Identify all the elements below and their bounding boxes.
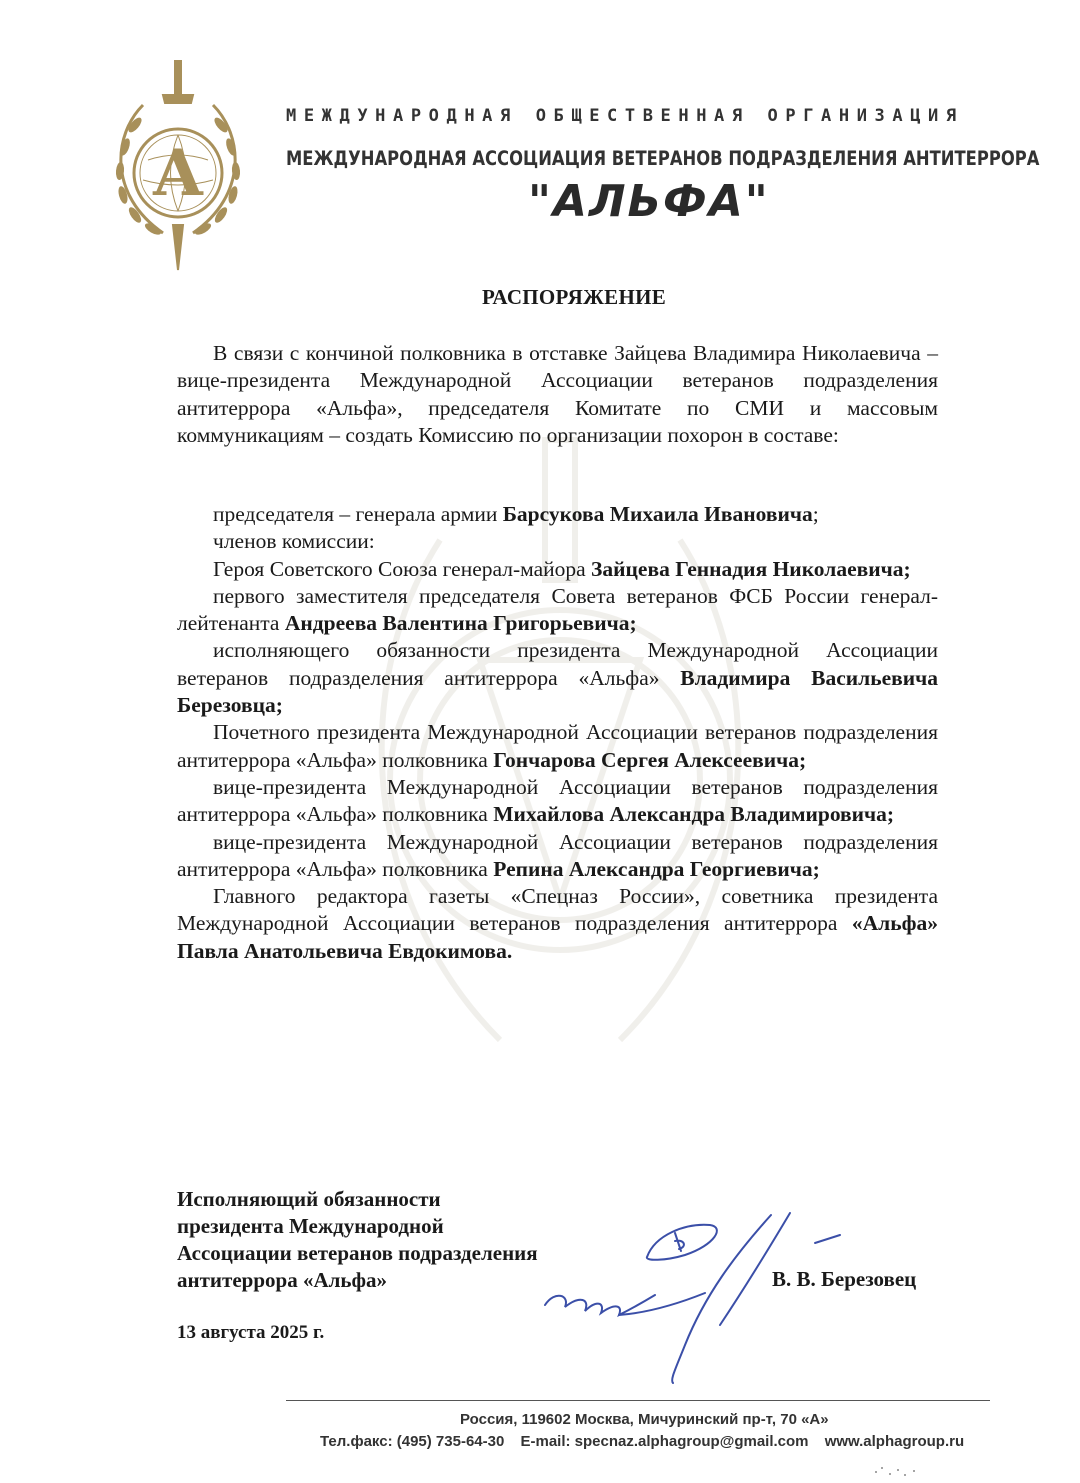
member-item <box>177 583 938 638</box>
footer-address: Россия, 119602 Москва, Мичуринский пр-т, 70 «А» <box>460 1411 829 1428</box>
member-item <box>177 883 938 965</box>
member-name: «Альфа» Павла Анатольевича Евдокимова. <box>177 911 938 963</box>
organization-name: МЕЖДУНАРОДНАЯ АССОЦИАЦИЯ ВЕТЕРАНОВ ПОДРАЗДЕЛЕНИЯ АНТИТЕРРОРА <box>286 147 1040 170</box>
member-name: Михайлова Александра Владимировича; <box>493 802 895 827</box>
member-role: Главного редактора газеты «Спецназ России», советника президента Международной Ассоциации ветеранов подразделения антитеррора <box>177 884 938 936</box>
chair-prefix: председателя – генерала армии <box>213 502 503 526</box>
member-name: Андреева Валентина Григорьевича; <box>284 611 637 636</box>
document-title: РАСПОРЯЖЕНИЕ <box>481 285 667 309</box>
member-name: Репина Александра Георгиевича; <box>493 856 820 881</box>
member-role: первого заместителя председателя Совета ветеранов ФСБ России генерал-лейтенанта <box>177 583 938 636</box>
document-intro <box>177 340 938 449</box>
member-role: вице-президента Международной Ассоциации ветеранов подразделения антитеррора «Альфа» полковника <box>177 829 938 881</box>
member-role: вице-президента Международной Ассоциации ветеранов подразделения антитеррора «Альфа» полковника <box>177 774 938 827</box>
signatory-title-line: президента Международной <box>177 1214 444 1238</box>
member-name: Зайцева Геннадия Николаевича; <box>591 556 911 581</box>
organization-type: МЕЖДУНАРОДНАЯ ОБЩЕСТВЕННАЯ ОРГАНИЗАЦИЯ <box>286 106 964 126</box>
member-role: исполняющего обязанности президента Международной Ассоциации ветеранов подразделения антитеррора «Альфа» <box>177 638 938 690</box>
signatory-title-line: Исполняющий обязанности <box>177 1187 441 1211</box>
footer-contacts <box>320 1433 964 1450</box>
chair-suffix: ; <box>812 502 819 526</box>
organization-short-name: "АЛЬФА" <box>528 176 770 227</box>
emblem-letter: А <box>151 136 205 211</box>
member-item <box>177 637 938 719</box>
member-name: Гончарова Сергея Алексеевича; <box>493 747 807 772</box>
member-role: Почетного президента Международной Ассоциации ветеранов подразделения антитеррора «Альфа» полковника <box>177 720 938 772</box>
members-label: членов комиссии: <box>213 529 375 554</box>
signatory-title-line: антитеррора «Альфа» <box>177 1268 388 1292</box>
commission-list <box>177 501 938 965</box>
footer-phone: Тел.факс: (495) 735-64-30 <box>320 1433 505 1450</box>
member-item <box>177 829 938 884</box>
member-item <box>177 774 938 829</box>
member-item <box>177 719 938 774</box>
footer-divider <box>286 1400 990 1401</box>
member-role: Героя Советского Союза генерал-майора <box>213 556 592 581</box>
document-date: 13 августа 2025 г. <box>177 1322 325 1343</box>
chair-line <box>177 501 938 528</box>
signatory-name: В. В. Березовец <box>772 1267 917 1291</box>
member-name: Владимира Васильевича Березовца; <box>177 665 938 718</box>
scan-artifact-dots <box>870 1462 930 1480</box>
footer-email: E-mail: specnaz.alphagroup@gmail.com <box>520 1433 809 1450</box>
footer-website: www.alphagroup.ru <box>824 1433 965 1450</box>
chair-name: Барсукова Михаила Ивановича <box>502 502 813 526</box>
intro-paragraph: В связи с кончиной полковника в отставке Зайцева Владимира Николаевича – вице-президента Международной Ассоциации ветеранов подразделения антитеррора «Альфа», председателя Комитате по СМИ и массовым коммуникациям – создать Комиссию по организации похорон в составе: <box>177 341 938 447</box>
signatory-title-line: Ассоциации ветеранов подразделения <box>177 1241 538 1265</box>
alpha-emblem-logo <box>103 55 253 275</box>
member-item <box>177 556 938 583</box>
